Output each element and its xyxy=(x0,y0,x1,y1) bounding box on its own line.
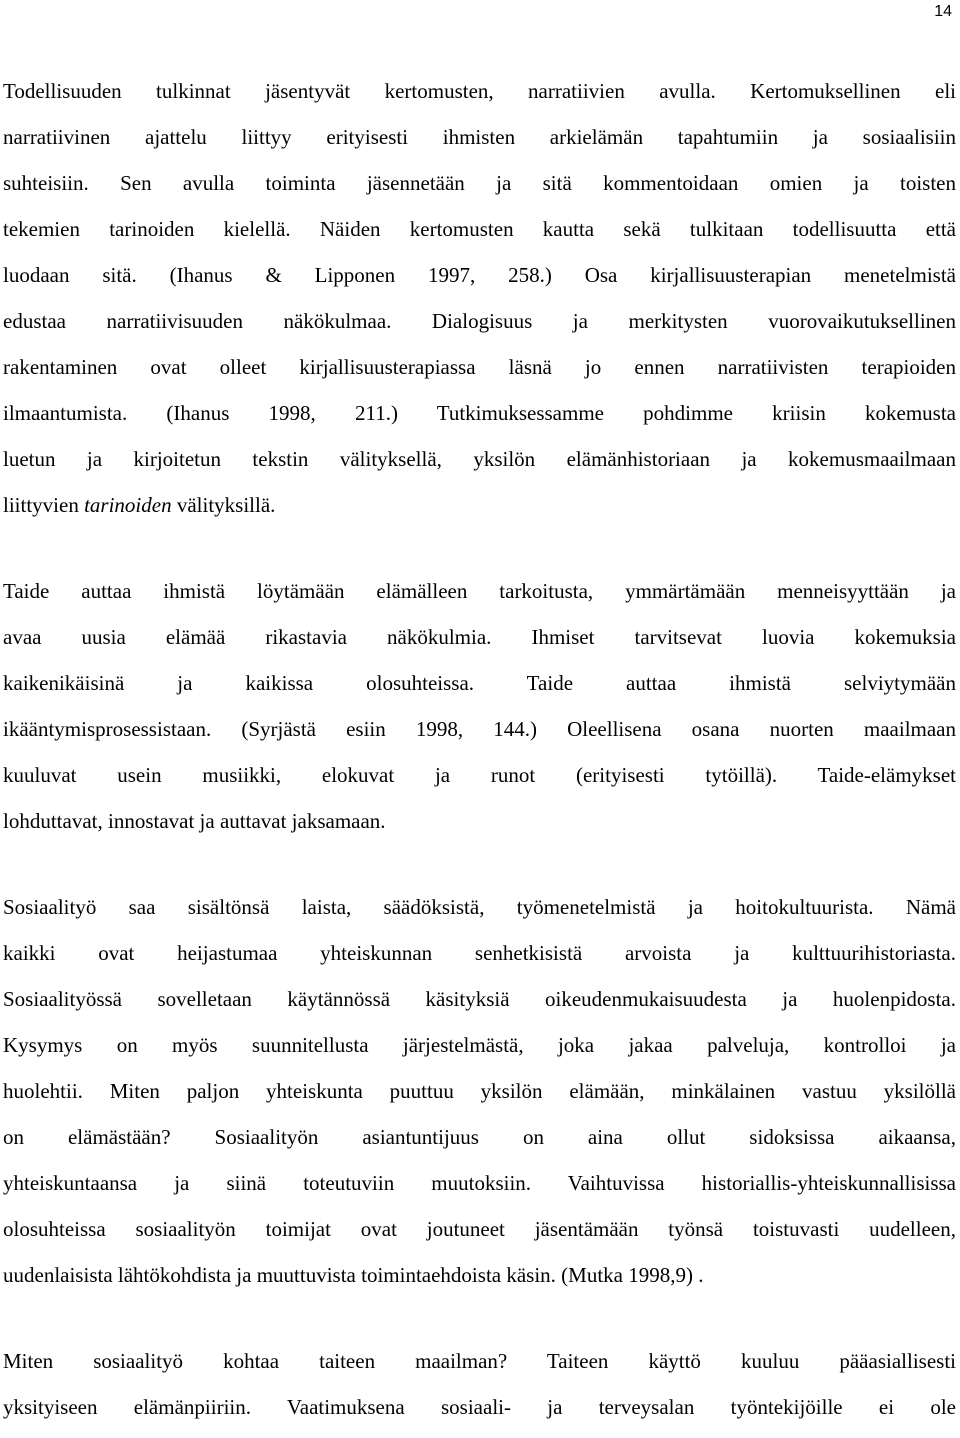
text-line: Todellisuuden tulkinnat jäsentyvät kertomusten, narratiivien avulla. Kertomuksellinen eli xyxy=(3,79,956,103)
text-line: kuuluvat usein musiikki, elokuvat ja runot (erityisesti tytöillä). Taide-elämykset xyxy=(3,763,956,787)
text-line: edustaa narratiivisuuden näkökulmaa. Dialogisuus ja merkitysten vuorovaikutuksellinen xyxy=(3,309,956,333)
text-line: kaikki ovat heijastumaa yhteiskunnan senhetkisistä arvoista ja kulttuurihistoriasta. xyxy=(3,941,956,965)
text-line: rakentaminen ovat olleet kirjallisuusterapiassa läsnä jo ennen narratiivisten terapioiden xyxy=(3,355,956,379)
paragraph-narratives xyxy=(3,68,956,528)
paragraph-art xyxy=(3,568,956,844)
text-line: Taide auttaa ihmistä löytämään elämälleen tarkoitusta, ymmärtämään menneisyyttään ja xyxy=(3,579,956,603)
text-fragment: välityksillä. xyxy=(171,493,276,517)
text-line: olosuhteissa sosiaalityön toimijat ovat joutuneet jäsentämään työnsä toistuvasti uudelleen, xyxy=(3,1217,956,1241)
italic-term: tarinoiden xyxy=(84,493,172,517)
text-line: luetun ja kirjoitetun tekstin välityksellä, yksilön elämänhistoriaan ja kokemusmaailmaan xyxy=(3,447,956,471)
text-line: luodaan sitä. (Ihanus & Lipponen 1997, 258.) Osa kirjallisuusterapian menetelmistä xyxy=(3,263,956,287)
text-line: avaa uusia elämää rikastavia näkökulmia. Ihmiset tarvitsevat luovia kokemuksia xyxy=(3,625,956,649)
text-line: suhteisiin. Sen avulla toiminta jäsennetään ja sitä kommentoidaan omien ja toisten xyxy=(3,171,956,195)
text-line-last: uudenlaisista lähtökohdista ja muuttuvista toimintaehdoista käsin. (Mutka 1998,9) . xyxy=(3,1263,704,1287)
text-line: tekemien tarinoiden kielellä. Näiden kertomusten kautta sekä tulkitaan todellisuutta että xyxy=(3,217,956,241)
page-number: 14 xyxy=(934,3,952,20)
text-line: Sosiaalityö saa sisältönsä laista, säädöksistä, työmenetelmistä ja hoitokultuurista. Nämä xyxy=(3,895,956,919)
text-line: ikääntymisprosessistaan. (Syrjästä esiin 1998, 144.) Oleellisena osana nuorten maailmaan xyxy=(3,717,956,741)
paragraph-art-in-social-work xyxy=(3,1338,956,1430)
text-line: huolehtii. Miten paljon yhteiskunta puuttuu yksilön elämään, minkälainen vastuu yksilöllä xyxy=(3,1079,956,1103)
text-line-last: lohduttavat, innostavat ja auttavat jaksamaan. xyxy=(3,809,386,833)
document-body xyxy=(3,68,956,1430)
text-fragment: liittyvien xyxy=(3,493,85,517)
text-line-last xyxy=(3,482,956,528)
text-line: on elämästään? Sosiaalityön asiantuntijuus on aina ollut sidoksissa aikaansa, xyxy=(3,1125,956,1149)
text-line: Kysymys on myös suunnitellusta järjestelmästä, joka jakaa palveluja, kontrolloi ja xyxy=(3,1033,956,1057)
text-line: yksityiseen elämänpiiriin. Vaatimuksena sosiaali- ja terveysalan työntekijöille ei ole xyxy=(3,1395,956,1419)
text-line: Sosiaalityössä sovelletaan käytännössä käsityksiä oikeudenmukaisuudesta ja huolenpidosta. xyxy=(3,987,956,1011)
text-line: ilmaantumista. (Ihanus 1998, 211.) Tutkimuksessamme pohdimme kriisin kokemusta xyxy=(3,401,956,425)
paragraph-social-work xyxy=(3,884,956,1298)
text-line: narratiivinen ajattelu liittyy erityisesti ihmisten arkielämän tapahtumiin ja sosiaalisiin xyxy=(3,125,956,149)
text-line: yhteiskuntaansa ja siinä toteutuviin muutoksiin. Vaihtuvissa historiallis-yhteiskunnallisissa xyxy=(3,1171,956,1195)
text-line: Miten sosiaalityö kohtaa taiteen maailman? Taiteen käyttö kuuluu pääasiallisesti xyxy=(3,1349,956,1373)
text-line: kaikenikäisinä ja kaikissa olosuhteissa. Taide auttaa ihmistä selviytymään xyxy=(3,671,956,695)
